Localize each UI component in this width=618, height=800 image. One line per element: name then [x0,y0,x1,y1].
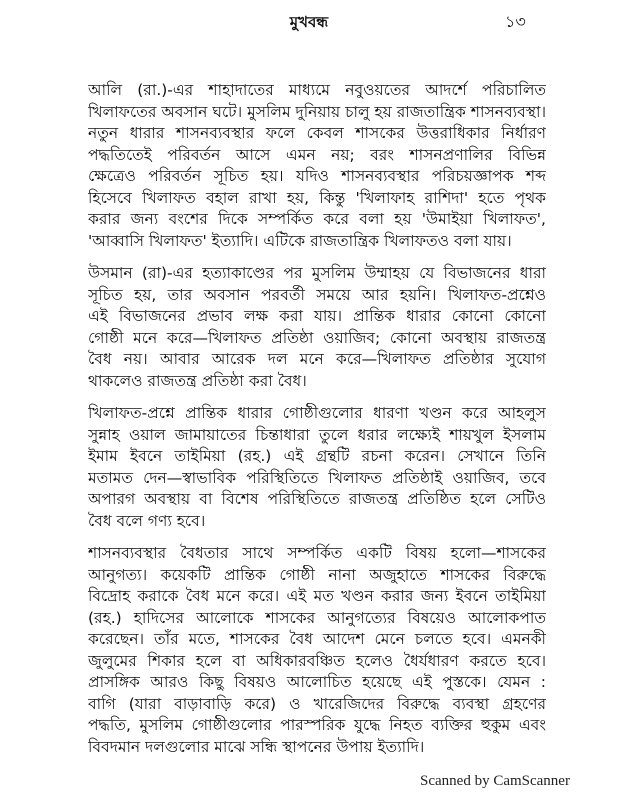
text-line: বিদ্রোহ করাকে বৈধ মনে করে। এই মত খণ্ডন করার জন্য ইবনে তাইমিয়া [88,587,546,605]
text-line: গোষ্ঠী মনে করে—খিলাফত প্রতিষ্ঠা ওয়াজিব; কোনো অবস্থায় রাজতন্ত্র [88,328,546,347]
page-header-title: মুখবন্ধ [289,13,329,31]
text-line: জুলুমের শিকার হলে বা অধিকারবঞ্চিত হলেও ধৈর্যধারণ করতে হবে। [88,651,546,670]
text-line: খিলাফতের অবসান ঘটে। মুসলিম দুনিয়ায় চালু হয় রাজতান্ত্রিক শাসনব্যবস্থা। [88,102,546,121]
text-line: অপারগ অবস্থায় বা বিশেষ পরিস্থিতিতে রাজতন্ত্র প্রতিষ্ঠিত হলে সেটিও [88,490,546,508]
text-line: শাসনব্যবস্থার বৈধতার সাথে সম্পর্কিত একটি বিষয় হলো—শাসকের [88,544,546,562]
text-line: (রহ.) হাদিসের আলোকে শাসকের আনুগত্যের বিষয়েও আলোকপাত [88,608,546,627]
text-line: বাগি (যারা বাড়াবাড়ি করে) ও খারেজিদের বিরুদ্ধে ব্যবস্থা গ্রহণের [88,694,546,713]
text-line: পদ্ধতি, মুসলিম গোষ্ঠীগুলোর পারস্পরিক যুদ্ধে নিহত ব্যক্তির হুকুম এবং [88,716,546,734]
scanner-watermark: Scanned by CamScanner [420,773,570,789]
text-line: করার জন্য বংশের দিকে সম্পর্কিত করে বলা হয় 'উমাইয়া খিলাফত', [88,210,546,228]
text-line: বৈধ বলে গণ্য হবে। [88,511,206,530]
text-line: 'আব্বাসি খিলাফত' ইত্যাদি। এটিকে রাজতান্ত্রিক খিলাফতও বলা যায়। [88,231,512,250]
text-line: থাকলেও রাজতন্ত্র প্রতিষ্ঠা করা বৈধ। [88,371,307,390]
paragraph [88,543,546,758]
paragraph [88,263,546,392]
text-line: সুন্নাহ ওয়াল জামায়াতের চিন্তাধারা তুলে ধরার লক্ষ্যেই শায়খুল ইসলাম [88,425,546,444]
text-line: আনুগত্য। কয়েকটি প্রান্তিক গোষ্ঠী নানা অজুহাতে শাসকের বিরুদ্ধে [88,565,546,584]
paragraph [88,403,546,532]
text-line: এই বিভাজনের প্রভাব লক্ষ করা যায়। প্রান্তিক ধারার কোনো কোনো [88,307,546,325]
text-line: সূচিত হয়, তার অবসান পরবর্তী সময়ে আর হয়নি। খিলাফত-প্রশ্নেও [88,285,546,304]
text-line: ইমাম ইবনে তাইমিয়া (রহ.) এই গ্রন্থটি রচনা করেন। সেখানে তিনি [88,447,546,465]
text-line: বৈধ নয়। আবার আরেক দল মনে করে—খিলাফত প্রতিষ্ঠার সুযোগ [88,350,546,368]
text-line: খিলাফত-প্রশ্নে প্রান্তিক ধারার গোষ্ঠীগুলোর ধারণা খণ্ডন করে আহলুস [88,404,546,422]
text-line: আলি (রা.)-এর শাহাদাতের মাধ্যমে নবুওয়তের আদর্শে পরিচালিত [88,81,546,99]
paragraph [88,80,546,252]
text-line: মতামত দেন—স্বাভাবিক পরিস্থিতিতে খিলাফত প্রতিষ্ঠাই ওয়াজিব, তবে [88,468,546,487]
text-line: ক্ষেত্রেও পরিবর্তন সূচিত হয়। যদিও শাসনব্যবস্থার পরিচয়জ্ঞাপক শব্দ [88,167,546,185]
text-line: হিসেবে খিলাফত বহাল রাখা হয়, কিন্তু 'খিলাফাহ রাশিদা' হতে পৃথক [88,188,546,207]
text-line: বিবদমান দলগুলোর মাঝে সন্ধি স্থাপনের উপায় ইত্যাদি। [88,737,425,756]
text-line: পদ্ধতিতেই পরিবর্তন আসে এমন নয়; বরং শাসনপ্রণালির বিভিন্ন [88,145,546,164]
text-line: করেছেন। তাঁর মতে, শাসকের বৈধ আদেশ মেনে চলতে হবে। এমনকী [88,630,546,648]
text-line: উসমান (রা)-এর হত্যাকাণ্ডের পর মুসলিম উম্মাহয় যে বিভাজনের ধারা [88,264,546,282]
text-line: নতুন ধারার শাসনব্যবস্থার ফলে কেবল শাসকের উত্তরাধিকার নির্ধারণ [88,124,546,142]
page-number: ১৩ [505,12,526,31]
page-body [88,80,546,769]
text-line: প্রাসঙ্গিক আরও কিছু বিষয়ও আলোচিত হয়েছে এই পুস্তকে। যেমন : [88,673,546,691]
